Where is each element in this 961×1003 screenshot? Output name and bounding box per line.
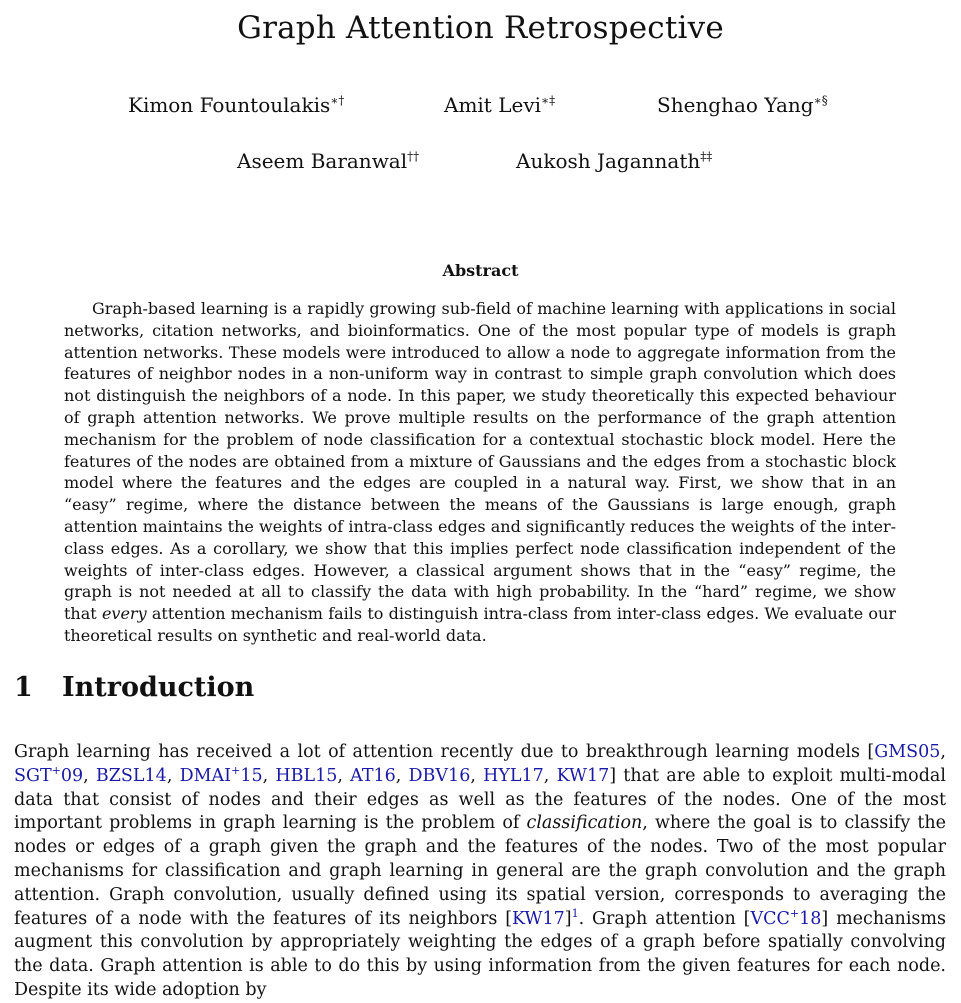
intro-text: ] mechanisms augment this convolution by appropriately weighting the edges of a graph before spatially convolving the data. Graph attention is able to do this by using information from the given features for each node. Despite its wide adoption by	[14, 908, 946, 1000]
citation-link[interactable]: DBV16	[408, 765, 471, 786]
citation-link[interactable]: HBL15	[275, 765, 338, 786]
section-heading	[14, 672, 254, 703]
author-marks: ∗†	[330, 93, 345, 108]
section-number: 1	[14, 672, 33, 703]
abstract-heading: Abstract	[442, 261, 519, 280]
citation-year: 18	[799, 908, 822, 929]
author-name: Kimon Fountoulakis	[128, 93, 331, 117]
citation-link[interactable]: GMS05	[874, 742, 941, 762]
abstract-emphasis: every	[101, 604, 147, 624]
citation-label: VCC	[750, 908, 790, 929]
author-marks: ∗§	[813, 93, 828, 108]
author-name: Amit Levi	[444, 93, 542, 117]
author-name: Aukosh Jagannath	[516, 149, 701, 173]
author-4	[237, 149, 419, 173]
citation-sup: +	[231, 763, 241, 777]
author-name: Shenghao Yang	[657, 93, 814, 117]
citation-link[interactable]: HYL17	[483, 765, 544, 786]
citation-year: 15	[240, 765, 263, 786]
author-2	[444, 93, 555, 117]
intro-text: . Graph attention [	[578, 908, 751, 929]
intro-text: ] that are able to exploit multi-modal data that consist of nodes and their edges as well as the features of the nodes. One of the most important problems in graph learning is the problem of	[14, 765, 946, 834]
citation-sup: +	[789, 906, 800, 920]
paper-title: Graph Attention Retrospective	[237, 10, 724, 46]
intro-paragraph: Graph learning has received a lot of attention recently due to breakthrough learning models [GMS05, SGT+09, BZSL14, DMAI+15, HBL15, AT16, DBV16, HYL17, KW17] that are able to exploit multi-modal data that consist of nodes and their edges as well as the features of the nodes. One of the most important problems in graph learning is the problem of classification, where the goal is to classify the nodes or edges of a graph given the graph and the features of the nodes. Two of the most popular mechanisms for classification and graph learning in general are the graph convolution and the graph attention. Graph convolution, usually defined using its spatial version, corresponds to averaging the features of a node with the features of its neighbors [KW17]$^1$. Graph attention [VCC+18] mechanisms augment this convolution by appropriately weighting the edges of a graph before spatially convolving the data. Graph attention is able to do this by using information from the given features for each node. Despite its wide adoption by	[14, 742, 946, 1000]
author-marks: ††	[407, 149, 420, 164]
author-3	[657, 93, 828, 117]
author-5	[516, 149, 712, 173]
author-marks: ∗‡	[541, 93, 556, 108]
citation-link[interactable]	[750, 906, 822, 929]
author-name: Aseem Baranwal	[237, 149, 408, 173]
footnote-mark[interactable]: 1	[571, 906, 579, 920]
citation-label: DMAI	[179, 765, 232, 786]
citation-link[interactable]: BZSL14	[95, 765, 167, 786]
abstract-body	[64, 298, 896, 647]
intro-text: ]	[564, 908, 572, 929]
citation-label: SGT	[14, 765, 52, 786]
citation-sup: +	[51, 763, 61, 777]
abstract-text: attention mechanism fails to distinguish intra-class from inter-class edges. We evaluate our theoretical results on synthetic and real-world data.	[64, 604, 896, 645]
intro-text: Graph learning has received a lot of attention recently due to breakthrough learning models [	[14, 742, 875, 762]
author-1	[128, 93, 344, 117]
citation-link[interactable]: AT16	[350, 765, 396, 786]
section-title: Introduction	[62, 672, 255, 703]
citation-year: 09	[60, 765, 84, 786]
citation-link[interactable]: KW17	[556, 765, 610, 786]
citation-link[interactable]	[179, 763, 263, 786]
intro-text: , where the goal is to classify the nodes or edges of a graph given the graph and the features of the nodes. Two of the most popular mechanisms for classification and graph learning in general are the graph convolution and the graph attention. Graph convolution, usually defined using its spatial version, corresponds to averaging the features of a node with the features of its neighbors [	[14, 813, 946, 929]
author-marks: ‡‡	[700, 149, 713, 164]
intro-emphasis: classification	[526, 813, 643, 834]
citation-link[interactable]: KW17	[512, 908, 565, 929]
citation-link[interactable]	[14, 763, 84, 786]
abstract-text: Graph-based learning is a rapidly growing sub-field of machine learning with applications in social networks, citation networks, and bioinformatics. One of the most popular type of models is graph attention networks. These models were introduced to allow a node to aggregate information from the features of neighbor nodes in a non-uniform way in contrast to simple graph convolution which does not distinguish the neighbors of a node. In this paper, we study theoretically this expected behaviour of graph attention networks. We prove multiple results on the performance of the graph attention mechanism for the problem of node classification for a contextual stochastic block model. Here the features of the nodes are obtained from a mixture of Gaussians and the edges from a stochastic block model where the features and the edges are coupled in a natural way. First, we show that in an “easy” regime, where the distance between the means of the Gaussians is large enough, graph attention maintains the weights of intra-class edges and significantly reduces the weights of the inter-class edges. As a corollary, we show that this implies perfect node classification independent of the weights of inter-class edges. However, a classical argument shows that in the “easy” regime, the graph is not needed at all to classify the data with high probability. In the “hard” regime, we show that	[64, 299, 896, 624]
